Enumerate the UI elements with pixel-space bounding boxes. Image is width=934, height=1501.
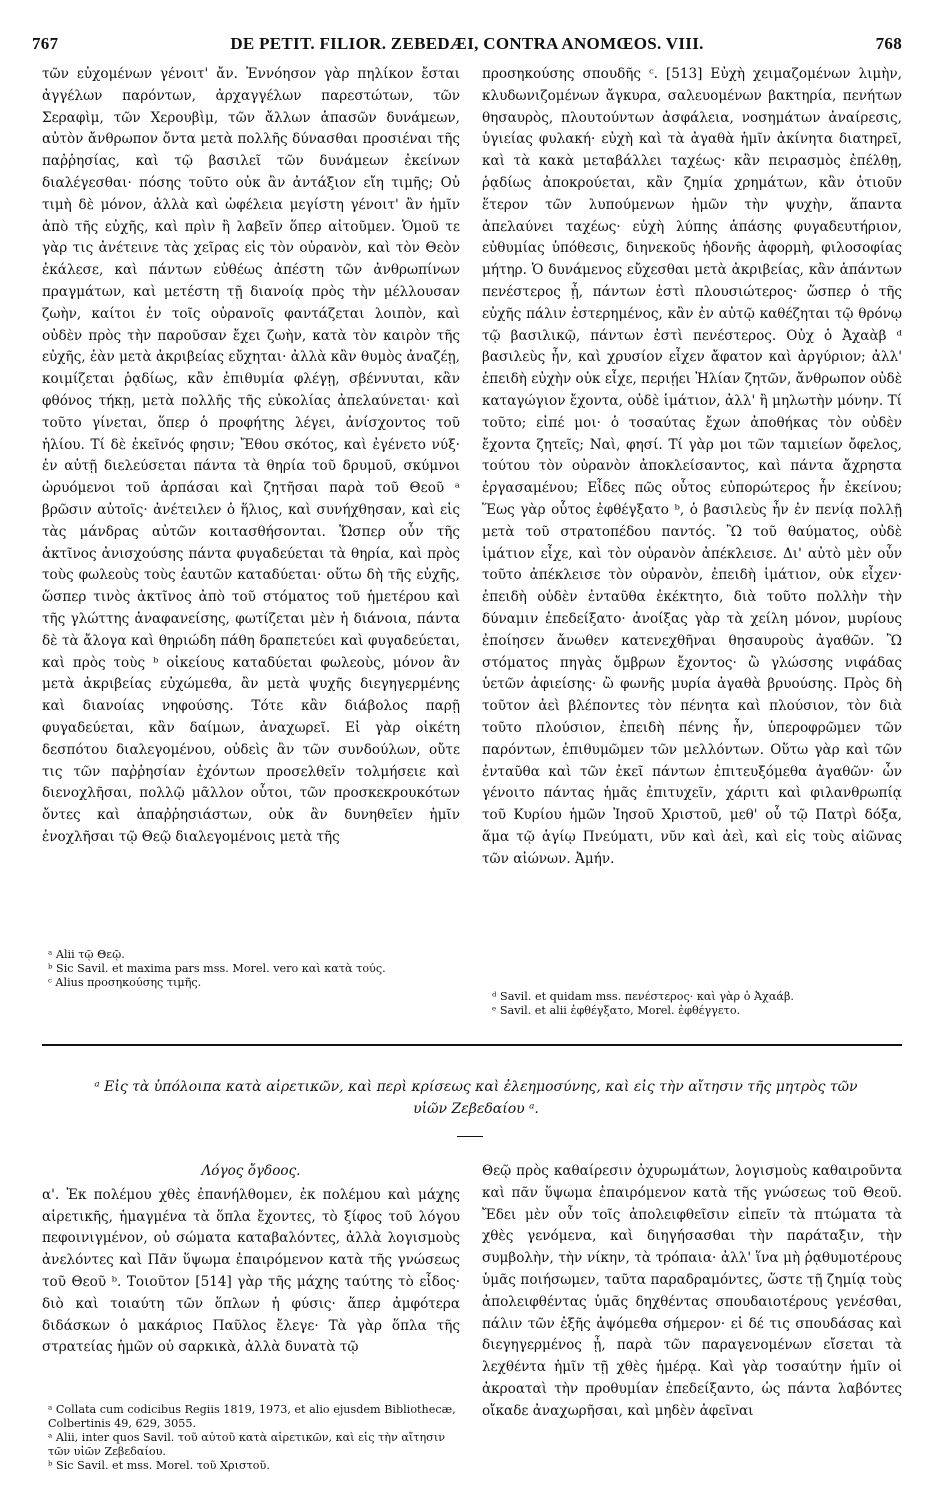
footnote: ᵃ Alii, inter quos Savil. τοῦ αὐτοῦ κατὰ αἱρετικῶν, καὶ εἰς τὴν αἴτησιν τῶν υἱῶν Ζεβεδαίου. [48,1431,446,1458]
section-divider [42,1044,902,1046]
running-title: DE PETIT. FILIOR. ZEBEDÆI, CONTRA ANOMŒOS. VIII. [230,34,704,53]
discourse-heading: Λόγος ὄγδοος. [201,1163,301,1179]
lower-right-column [482,1161,902,1423]
upper-right-footnotes [492,990,902,1018]
lower-right-text: Θεῷ πρὸς καθαίρεσιν ὀχυρωμάτων, λογισμοὺς καθαιροῦντα καὶ πᾶν ὕψωμα ἐπαιρόμενον κατὰ τῆς γνώσεως τοῦ Θεοῦ. Ἔδει μὲν οὖν τοῖς ἀπολειφθεῖσιν εἰπεῖν τὰ πτώματα τὰ χθὲς γενόμενα, καὶ διηγήσασθαι τὴν παράταξιν, τὴν συμβολὴν, τὴν νίκην, τὰ τρόπαια· ἀλλ' ἵνα μὴ ῥᾳθυμοτέρους ὑμᾶς ποιήσωμεν, ταῦτα παραδραμόντες, ὥστε τῇ ζημίᾳ τοὺς ἀπολειφθέντας ὑμᾶς δηχθέντας σπουδαιοτέρους γενέσθαι, πάλιν τῶν ἐξῆς ἀψόμεθα σήμερον· εἰ δέ τις σπουδάσας καὶ διεγηγερμένος ᾖ, παρὰ τῶν παραγενομένων εἴσεται τὰ λεχθέντα ἡμῖν τῇ χθὲς ἡμέρᾳ. Καὶ γὰρ τοσαύτην ἡμῖν οἱ ἀκροαταὶ τὴν προθυμίαν ἐπεδείξαντο, ὡς πάντα λαβόντες οἴκαδε ἀναχωρῆσαι, καὶ μηδὲν ἀφεῖναι [482,1163,902,1419]
upper-left-text: τῶν εὐχομένων γένοιτ' ἄν. Ἐννόησον γὰρ πηλίκον ἔσται ἀγγέλων παρόντων, ἀρχαγγέλων παρεστώτων, τῶν Σεραφὶμ, τῶν Χερουβὶμ, τῶν ἄλλων ἁπασῶν δυνάμεων, αὐτὸν ἄνθρωπον ὄντα μετὰ πολλῆς δύνασθαι προσιέναι τῆς παῤῥησίας, καὶ τῷ βασιλεῖ τῶν δυνάμεων ἐκείνων διαλέγεσθαι· πόσης τοῦτο οὐκ ἂν ἀντάξιον εἴη τιμῆς; Οὐ τιμὴ δὲ μόνον, ἀλλὰ καὶ ὠφέλεια μεγίστη γένοιτ' ἂν ἡμῖν ἀπὸ τῆς εὐχῆς, καὶ πρὶν ἢ λαβεῖν ὅπερ αἰτοῦμεν. Ὁμοῦ τε γὰρ τις ἀνέτεινε τὰς χεῖρας εἰς τὸν οὐρανὸν, καὶ τὸν Θεὸν ἐκάλεσε, καὶ πάντων εὐθέως ἀπέστη τῶν ἀνθρωπίνων πραγμάτων, καὶ μετέστη τῇ διανοίᾳ πρὸς τὴν μέλλουσαν ζωὴν, καίτοι ἐν τοῖς οὐρανοῖς φαντάζεται λοιπὸν, καὶ οὐδὲν πρὸς τὴν παροῦσαν ἔχει ζωὴν, κατὰ τὸν καιρὸν τῆς εὐχῆς, ἐὰν μετὰ ἀκριβείας εὔχηται· ἀλλὰ κἂν θυμὸς ἀναζέῃ, κοιμίζεται ῥᾳδίως, κἂν ἐπιθυμία φλέγῃ, σβέννυται, κἂν φθόνος τήκῃ, μετὰ πολλῆς τῆς εὐκολίας ἀπελαύνεται· καὶ τοῦτο γίνεται, ὅπερ ὁ προφήτης λέγει, ἀνίσχοντος τοῦ ἡλίου. Τί δὲ ἐκεῖνός φησιν; Ἔθου σκότος, καὶ ἐγένετο νύξ· ἐν αὐτῇ διελεύσεται πάντα τὰ θηρία τοῦ δρυμοῦ, σκύμνοι ὠρυόμενοι τοῦ ἁρπάσαι καὶ ζητῆσαι παρὰ τοῦ Θεοῦ ᵃ βρῶσιν αὐτοῖς· ἀνέτειλεν ὁ ἥλιος, καὶ συνήχθησαν, καὶ εἰς τὰς μάνδρας αὐτῶν κοιτασθήσονται. Ὥσπερ οὖν τῆς ἀκτῖνος ἀνισχούσης πάντα φυγαδεύεται τὰ θηρία, καὶ πρὸς τοὺς φωλεοὺς τοὺς ἑαυτῶν καταδύεται· οὕτω δὴ τῆς εὐχῆς, ὥσπερ τινὸς ἀκτῖνος ἀπὸ τοῦ στόματος τοῦ ἡμετέρου καὶ τῆς γλώττης ἀναφανείσης, φωτίζεται μὲν ἡ διάνοια, πάντα δὲ τὰ ἄλογα καὶ θηριώδη πάθη δραπετεύει καὶ φυγαδεύεται, καὶ πρὸς τοὺς ᵇ οἰκείους καταδύεται φωλεοὺς, μόνον ἂν μετὰ ἀκριβείας εὐχώμεθα, ἂν μετὰ ψυχῆς διεγηγερμένης καὶ διανοίας νηφούσης. Τότε κἂν διάβολος παρῇ φυγαδεύεται, κἂν δαίμων, ἀναχωρεῖ. Εἰ γὰρ οἰκέτη δεσπότου διαλεγομένου, οὐδεὶς ἂν τῶν συνδούλων, οὔτε τις τῶν παῤῥησίαν ἐχόντων προσελθεῖν τολμήσειε καὶ διενοχλῆσαι, πολλῷ μᾶλλον οὗτοι, τῶν προσκεκρουκότων ὄντες καὶ ἀπαῤῥησιάστων, οὐκ ἂν δυνηθεῖεν ἡμῖν ἐνοχλῆσαι τῷ Θεῷ διαλεγομένοις μετὰ τῆς [42,66,460,845]
footnote: ᵃ Alii τῷ Θεῷ. [48,948,125,961]
page-number-right: 768 [875,34,902,53]
title-rule [457,1136,483,1137]
page-number-left: 767 [32,34,59,53]
footnote: ᵃ Collata cum codicibus Regiis 1819, 1973, et alio ejusdem Bibliothecæ, Colbertinis 49, 629, 3055. [48,1403,456,1430]
footnote: ᵉ Savil. et alii ἐφθέγξατο, Morel. ἐφθέγγετο. [492,1004,741,1017]
upper-left-column [42,64,460,849]
lower-left-column [42,1161,460,1359]
running-header [32,34,902,58]
upper-left-footnotes [48,948,460,990]
lower-left-text: α'. Ἐκ πολέμου χθὲς ἐπανήλθομεν, ἐκ πολέμου καὶ μάχης αἱρετικῆς, ἡμαγμένα τὰ ὅπλα ἔχοντες, τὸ ξίφος τοῦ λόγου πεφοινιγμένον, οὐ σώματα καταβαλόντες, ἀλλὰ λογισμοὺς ἀνελόντες καὶ Πᾶν ὕψωμα ἐπαιρόμενον κατὰ τῆς γνώσεως τοῦ Θεοῦ ᵇ. Τοιοῦτον [514] γὰρ τῆς μάχης ταύτης τὸ εἶδος· διὸ καὶ τοιαύτη τῶν ὅπλων ἡ φύσις· ἅπερ ἀμφότερα διδάσκων ὁ μακάριος Παῦλος ἔλεγε· Τὰ γὰρ ὅπλα τῆς στρατείας ἡμῶν οὐ σαρκικὰ, ἀλλὰ δυνατὰ τῷ [42,1186,460,1356]
upper-right-text: προσηκούσης σπουδῆς ᶜ. [513] Εὐχὴ χειμαζομένων λιμὴν, κλυδωνιζομένων ἄγκυρα, σαλευομένων βακτηρία, πενήτων θησαυρὸς, πλουτούντων ἀσφάλεια, νοσημάτων ἀναίρεσις, ὑγιείας φυλακή· εὐχὴ καὶ τὰ ἀγαθὰ ἡμῖν ἀκίνητα διατηρεῖ, καὶ τὰ κακὰ μεταβάλλει ταχέως· κἂν πειρασμὸς ἐπέλθῃ, ῥᾳδίως ἀποκρούεται, κἂν ζημία χρημάτων, κἂν ὁτιοῦν ἕτερον τῶν λυπούμενων ἡμῶν τὴν ψυχὴν, ἅπαντα ἀπελαύνει ταχέως· εὐχὴ λύπης ἁπάσης φυγαδευτήριον, εὐθυμίας ὑπόθεσις, διηνεκοῦς ἡδονῆς ἀφορμὴ, φιλοσοφίας μήτηρ. Ὁ δυνάμενος εὔχεσθαι μετὰ ἀκριβείας, κἂν ἁπάντων πενέστερος ᾖ, πάντων ἐστὶ πλουσιώτερος· ὥσπερ ὁ τῆς εὐχῆς πάλιν ἐστερημένος, κἂν ἐν αὐτῷ καθέζηται τῷ θρόνῳ τῷ βασιλικῷ, πάντων ἐστὶ πενέστερος. Οὐχ ὁ Ἀχαὰβ ᵈ βασιλεὺς ἦν, καὶ χρυσίον εἶχεν ἄφατον καὶ ἀργύριον; ἀλλ' ἐπειδὴ εὐχὴν οὐκ εἶχε, περιῄει Ἠλίαν ζητῶν, ἄνθρωπον οὐδὲ καταγώγιον ἔχοντα, οὐδὲ ἱμάτιον, ἀλλ' ἢ μηλωτὴν μόνην. Τί τοῦτο; εἰπέ μοι· ὁ τοσαύτας ἔχων ἀποθήκας τὸν οὐδὲν ἔχοντα ζητεῖς; Ναὶ, φησί. Τί γὰρ μοι τῶν ταμιείων ὄφελος, τούτου τὸν οὐρανὸν ἀποκλείσαντος, καὶ πάντα ἄχρηστα ἐργασαμένου; Εἶδες πῶς οὗτος εὐπορώτερος ἦν ἐκείνου; Ἕως γὰρ οὗτος ἐφθέγξατο ᵇ, ὁ βασιλεὺς ἦν ἐν πενίᾳ πολλῇ μετὰ τοῦ στρατοπέδου παντός. Ὢ τοῦ θαύματος, οὐδὲ ἱμάτιον εἶχε, καὶ τὸν οὐρανὸν ἀπέκλεισε. Δι' αὐτὸ μὲν οὖν τοῦτο ἀπέκλεισε τὸν οὐρανὸν, ἐπειδὴ ἱμάτιον, οὐκ εἶχεν· ἐπειδὴ οὐδὲν ἐνταῦθα ἐκέκτητο, διὰ τοῦτο πολλὴν τὴν δύναμιν ἐπεδείξατο· ἀνοίξας γὰρ τὰ χείλη μόνον, μυρίους ἐποίησεν ἄνωθεν κατενεχθῆναι θησαυροὺς ἀγαθῶν. Ὢ στόματος πηγὰς ὄμβρων ἔχοντος· ὢ γλώσσης νιφάδας ὑετῶν ἀφιείσης· ὢ φωνῆς μυρία ἀγαθὰ βρυούσης. Πρὸς δὴ τοῦτον ἀεὶ βλέποντες τὸν πένητα καὶ πλούσιον, τὸν διὰ τοῦτο πλούσιον, ἐπειδὴ πένης ἦν, ὑπεροφρῶμεν τῶν παρόντων, ἐπιθυμῶμεν τῶν μελλόντων. Οὕτω γὰρ καὶ τῶν ἐνταῦθα καὶ τῶν ἐκεῖ πάντων ἐπιτευξόμεθα ἀγαθῶν· ὧν γένοιτο πάντας ἡμᾶς ἐπιτυχεῖν, χάριτι καὶ φιλανθρωπίᾳ τοῦ Κυρίου ἡμῶν Ἰησοῦ Χριστοῦ, μεθ' οὗ τῷ Πατρὶ δόξα, ἅμα τῷ ἁγίῳ Πνεύματι, νῦν καὶ ἀεὶ, καὶ εἰς τοὺς αἰῶνας τῶν αἰώνων. Ἀμήν. [482,66,902,867]
footnote: ᵈ Savil. et quidam mss. πενέστερος· καὶ γὰρ ὁ Ἀχαάβ. [492,990,794,1003]
footnote: ᵇ Sic Savil. et mss. Morel. τοῦ Χριστοῦ. [48,1459,270,1472]
footnote: ᶜ Alius προσηκούσης τιμῆς. [48,976,202,989]
upper-right-column [482,64,902,870]
lower-left-footnotes [48,1403,460,1473]
footnote: ᵇ Sic Savil. et maxima pars mss. Morel. vero καὶ κατὰ τούς. [48,962,386,975]
discourse-title: ᵃ Εἰς τὰ ὑπόλοιπα κατὰ αἱρετικῶν, καὶ περὶ κρίσεως καὶ ἐλεημοσύνης, καὶ εἰς τὴν αἴτησιν τῆς μητρὸς τῶν υἱῶν Ζεβεδαίου ᵃ. [94,1079,858,1117]
